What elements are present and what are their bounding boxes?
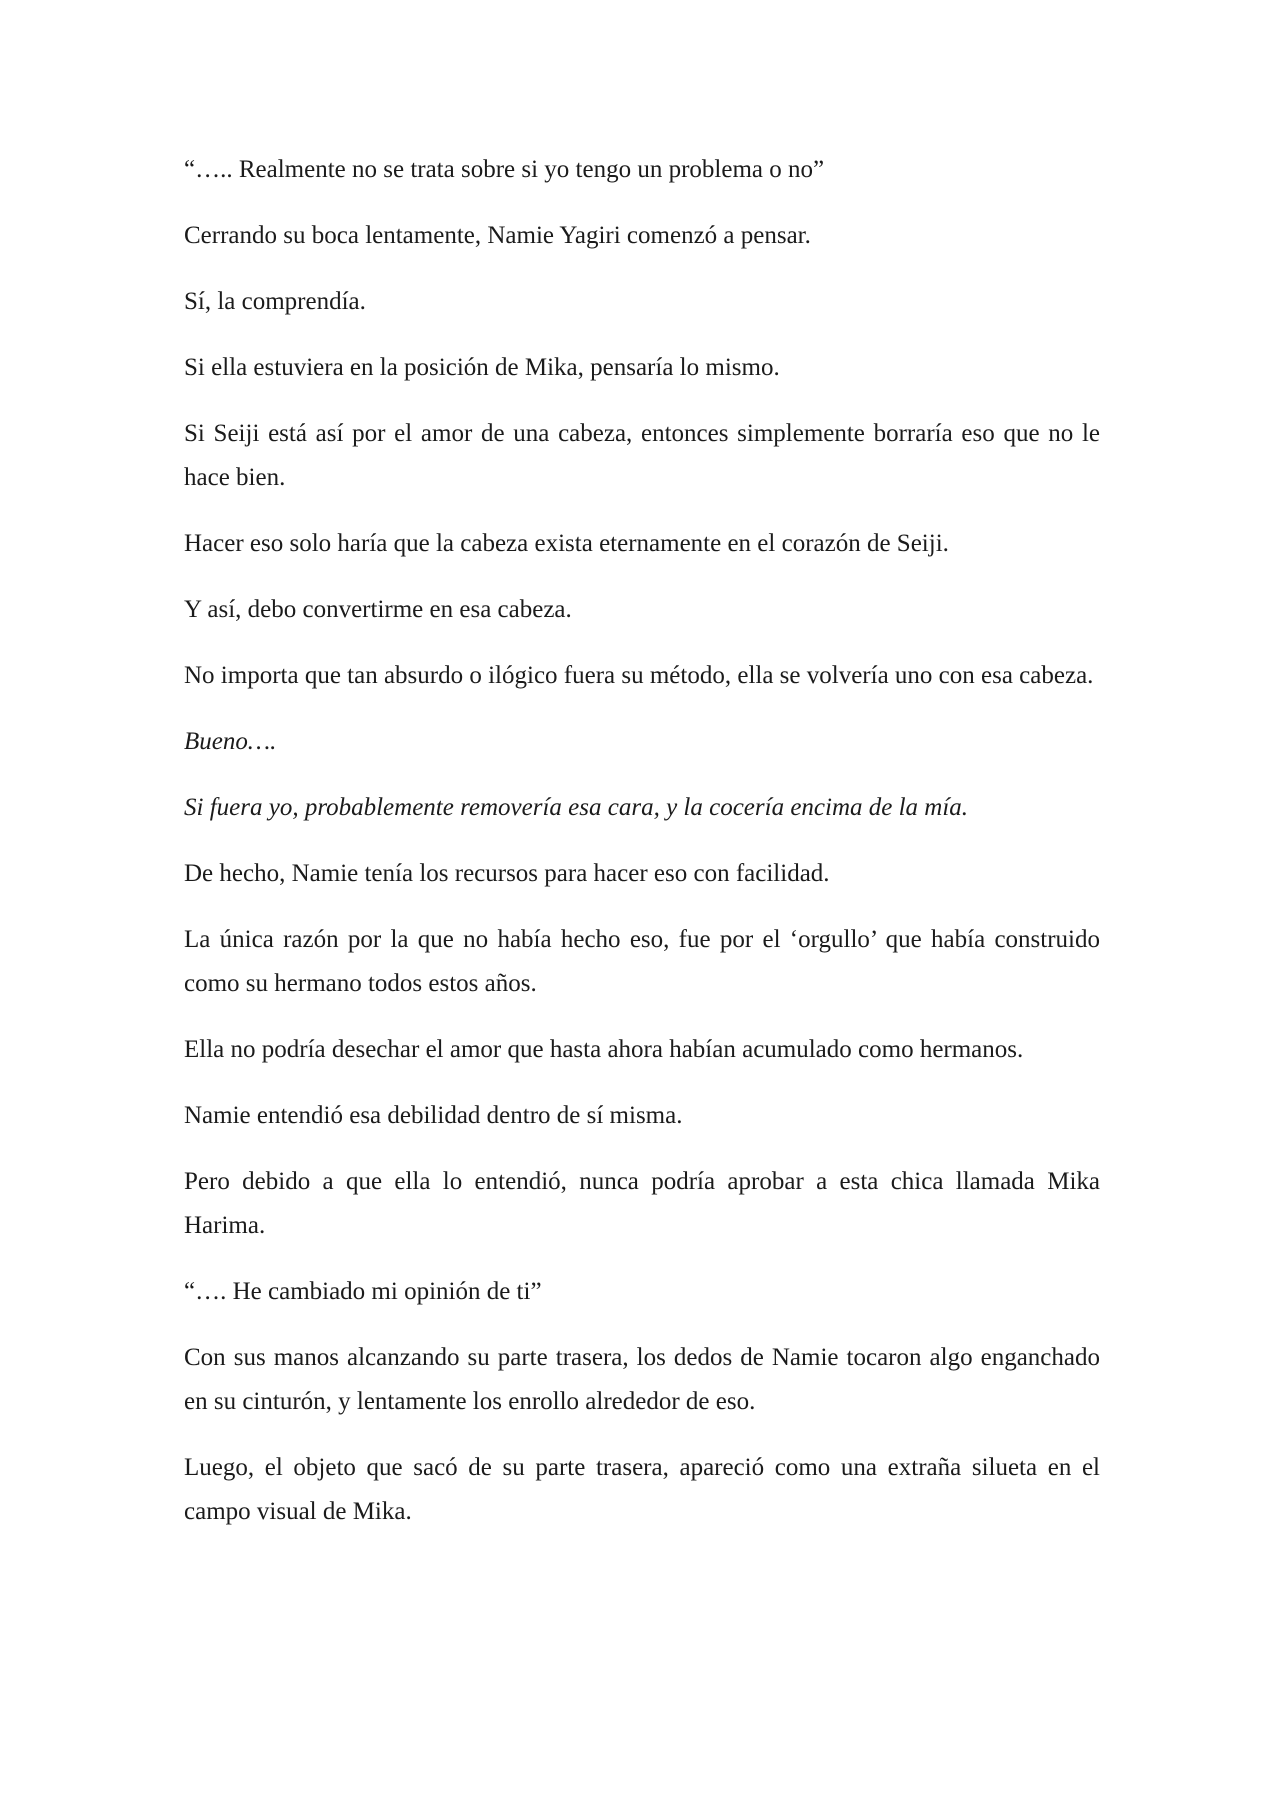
- paragraph: La única razón por la que no había hecho eso, fue por el ‘orgullo’ que había construido como su hermano todos estos años.: [184, 926, 1100, 997]
- paragraph: Luego, el objeto que sacó de su parte trasera, apareció como una extraña silueta en el campo visual de Mika.: [184, 1454, 1100, 1525]
- paragraph: Si ella estuviera en la posición de Mika, pensaría lo mismo.: [184, 354, 780, 381]
- text-body: [184, 148, 1100, 1556]
- paragraph: Hacer eso solo haría que la cabeza exista eternamente en el corazón de Seiji.: [184, 530, 949, 557]
- paragraph: Con sus manos alcanzando su parte trasera, los dedos de Namie tocaron algo enganchado en su cinturón, y lentamente los enrollo alrededor de eso.: [184, 1344, 1100, 1415]
- paragraph: “….. Realmente no se trata sobre si yo tengo un problema o no”: [184, 156, 825, 183]
- paragraph: Si fuera yo, probablemente removería esa cara, y la cocería encima de la mía.: [184, 794, 969, 821]
- paragraph: Pero debido a que ella lo entendió, nunca podría aprobar a esta chica llamada Mika Harima.: [184, 1168, 1100, 1239]
- paragraph: Namie entendió esa debilidad dentro de sí misma.: [184, 1102, 683, 1129]
- paragraph: Bueno….: [184, 728, 277, 755]
- paragraph: Ella no podría desechar el amor que hasta ahora habían acumulado como hermanos.: [184, 1036, 1024, 1063]
- paragraph: De hecho, Namie tenía los recursos para hacer eso con facilidad.: [184, 860, 830, 887]
- paragraph: Cerrando su boca lentamente, Namie Yagiri comenzó a pensar.: [184, 222, 811, 249]
- paragraph: Y así, debo convertirme en esa cabeza.: [184, 596, 572, 623]
- paragraph: Si Seiji está así por el amor de una cabeza, entonces simplemente borraría eso que no le hace bien.: [184, 420, 1100, 491]
- paragraph: “…. He cambiado mi opinión de ti”: [184, 1278, 542, 1305]
- paragraph: Sí, la comprendía.: [184, 288, 366, 315]
- paragraph: No importa que tan absurdo o ilógico fuera su método, ella se volvería uno con esa cabeza.: [184, 662, 1094, 689]
